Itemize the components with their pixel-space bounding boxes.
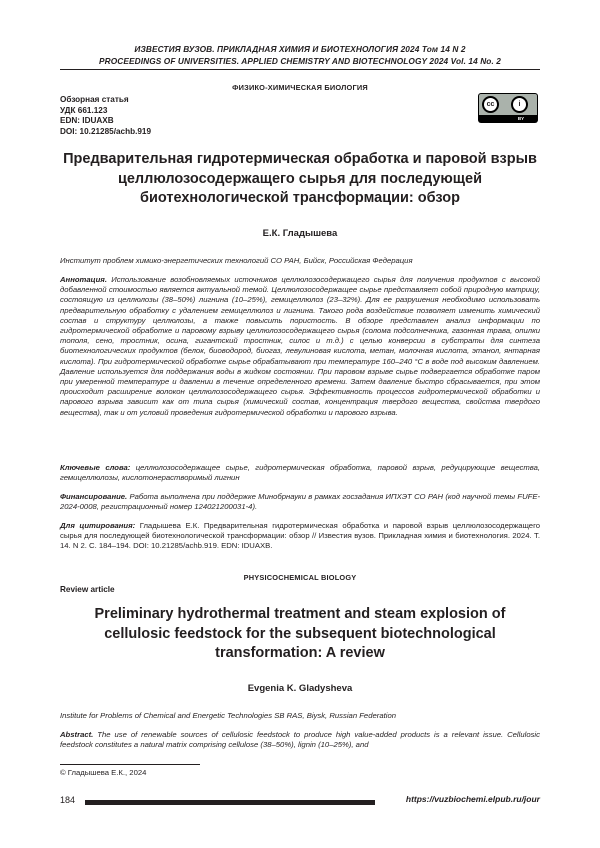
creative-commons-icon: cc [482,96,499,113]
cc-by-license-badge[interactable] [478,93,538,123]
journal-header-en: PROCEEDINGS OF UNIVERSITIES. APPLIED CHEMISTRY AND BIOTECHNOLOGY 2024 Vol. 14 No. 2 [98,56,502,66]
keywords-label-ru: Ключевые слова: [60,463,131,472]
section-heading-ru: ФИЗИКО-ХИМИЧЕСКАЯ БИОЛОГИЯ [232,83,368,92]
abstract-en [60,730,540,750]
abstract-ru [60,275,540,418]
article-title-ru: Предварительная гидротермическая обработка и паровой взрыв целлюлозосодержащего сырья для последующей биотехнологической трансформации: обзор [63,151,537,206]
attribution-icon: i [511,96,528,113]
footnote-rule [60,764,200,765]
journal-header-ru: ИЗВЕСТИЯ ВУЗОВ. ПРИКЛАДНАЯ ХИМИЯ И БИОТЕХНОЛОГИЯ 2024 Том 14 N 2 [134,44,466,54]
funding-text-ru: Работа выполнена при поддержке Минобрнауки в рамках госзадания ИПХЭТ СО РАН (код научной темы FUFE-2024-0008, регистрационный номер 124021200031-4). [60,492,541,512]
keywords-text-ru: целлюлозосодержащее сырье, гидротермическая обработка, паровой взрыв, редуцирующие вещества, гемицеллюлозы, кислотонерастворимый лигнин [60,463,541,483]
article-type-en: Review article [60,585,115,594]
header-rule [60,69,540,70]
copyright-notice: © Гладышева Е.К., 2024 [60,768,147,777]
edn-code: EDN: IDUAXB [60,116,114,125]
footer-bar [85,800,375,805]
license-by-label: BY [517,116,525,121]
section-heading-en: PHYSICOCHEMICAL BIOLOGY [243,573,357,582]
article-title-en: Preliminary hydrothermal treatment and steam explosion of cellulosic feedstock for the subsequent biotechnological transformation: A review [94,606,506,661]
article-type-ru: Обзорная статья [60,95,129,104]
journal-url-link[interactable]: https://vuzbiochemi.elpub.ru/jour [405,794,540,804]
keywords-ru [60,463,540,483]
affiliation-en: Institute for Problems of Chemical and Energetic Technologies SB RAS, Biysk, Russian Federation [60,711,396,720]
citation-text-ru: Гладышева Е.К. Предварительная гидротермическая обработка и паровой взрыв целлюлозосодержащего сырья для последующей биотехнологической трансформации: обзор // Известия вузов. Прикладная химия и биотехнология. 2024. Т. 14. N 2. С. 184–194. DOI: 10.21285/achb.919. EDN: IDUAXB. [60,521,540,551]
citation-ru [60,521,540,552]
citation-label-ru: Для цитирования: [60,521,136,530]
doi-code[interactable]: DOI: 10.21285/achb.919 [60,126,152,136]
udk-code: УДК 661.123 [60,105,108,115]
funding-label-ru: Финансирование. [60,492,128,501]
author-en: Evgenia K. Gladysheva [247,683,353,694]
page-number: 184 [60,795,76,805]
abstract-text-ru: Использование возобновляемых источников целлюлозосодержащего сырья для получения продуктов с высокой добавленной стоимостью является актуальной темой. Целлюлозосодержащее сырье представляет собой природную матрицу, состоящую из целлюлозы (38–50%) лигнина (10–25%), гемицеллюлоз (23–32%). Для ее разрушения необходимо использовать предварительную обработку с удалением гемицеллюлоз и лигнина. Такого рода воздействие позволяет изменить химический состав и структуру целлюлозы, а также повысить пористость. В обзоре представлен анализ информации по гидротермической обработке и паровому взрыву целлюлозосодержащего сырья (солома подсолнечника, газонная трава, опилки тополя, сено, тростник, осина, гигантский тростник, силос и т.д.) с целью конверсии в субстраты для синтеза биотехнологических продуктов (белок, биоводород, биогаз, левулиновая кислота, метан, молочная кислота, этанол, янтарная кислота). При гидротермической обработке сырье обрабатывают при температуре 160–240 °С в воде под высоким давлением. Давление используется для поддержания воды в жидком состоянии. При паровом взрыве сырье подвергается обработке паром при умеренной температуре и давлении в течение определенного времени. Затем давление быстро сбрасывается, при этом происходит расширение волокон целлюлозосодержащего сырья. Эффективность процессов гидротермической обработки и парового взрыва зависит как от типа сырья (химический состав, концентрация твердого вещества, свойства твердого вещества), так и от условий проведения гидротермической обработки и парового взрыва. [60,275,540,417]
affiliation-ru: Институт проблем химико-энергетических технологий СО РАН, Бийск, Российская Федерация [60,256,413,265]
abstract-label-en: Abstract. [60,730,94,739]
funding-ru [60,492,540,512]
abstract-text-en: The use of renewable sources of cellulosic feedstock to produce high value-added products is a relevant issue. Cellulosic feedstock constitutes a natural matrix comprising cellulose (38–50%), lignin (10–25%), and [60,730,540,750]
abstract-label-ru: Аннотация. [60,275,107,284]
author-ru: Е.К. Гладышева [262,228,338,239]
article-metadata [60,95,151,137]
